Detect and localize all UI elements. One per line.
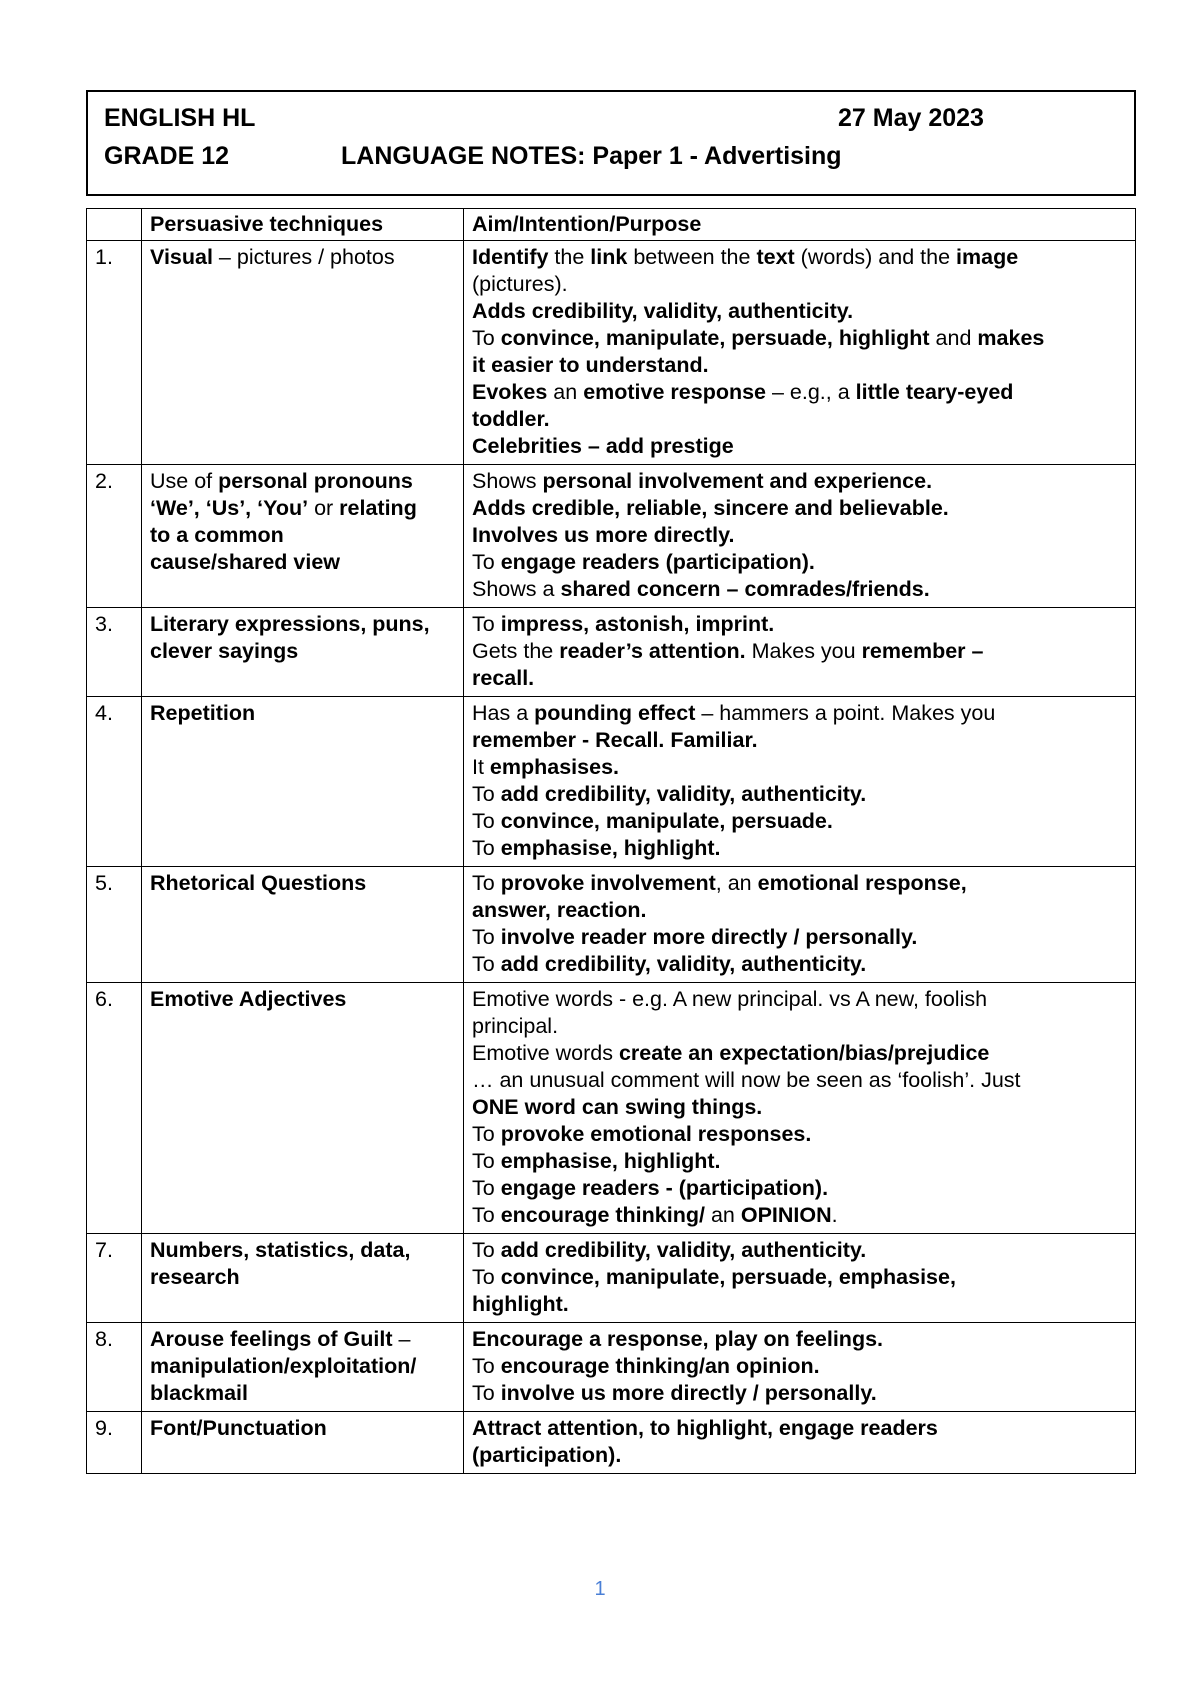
text: To: [472, 836, 501, 860]
aim-cell: [464, 608, 1136, 697]
document-title: LANGUAGE NOTES: Paper 1 - Advertising: [341, 142, 842, 170]
text: It: [472, 755, 490, 779]
bold-text: shared concern – comrades/friends.: [560, 577, 930, 601]
cell-line: [150, 611, 455, 638]
bold-text: involve reader more directly / personally.: [500, 925, 918, 949]
bold-text: add credibility, validity, authenticity.: [500, 952, 867, 976]
cell-line: [472, 781, 1127, 808]
aim-cell: [464, 983, 1136, 1234]
text: Makes you: [745, 639, 862, 663]
cell-line: [472, 244, 1127, 271]
bold-text: Numbers, statistics, data,: [150, 1238, 411, 1262]
cell-line: [472, 665, 1127, 692]
cell-line: [472, 271, 1127, 298]
bold-text: text: [756, 245, 795, 269]
bold-text: pounding effect: [534, 701, 696, 725]
bold-text: Attract attention, to highlight, engage readers: [472, 1416, 938, 1440]
cell-line: [150, 1415, 455, 1442]
text: To: [472, 1238, 501, 1262]
bold-text: provoke involvement: [500, 871, 716, 895]
table-row: [87, 1323, 1136, 1412]
aim-cell: [464, 465, 1136, 608]
cell-line: [472, 1237, 1127, 1264]
grade-label: GRADE 12: [104, 142, 230, 170]
row-number: 5.: [87, 867, 142, 983]
bold-text: it easier to understand.: [472, 353, 709, 377]
cell-line: [472, 1442, 1127, 1469]
text: and: [929, 326, 978, 350]
text: To: [472, 782, 501, 806]
text: To: [472, 1122, 501, 1146]
row-number: 6.: [87, 983, 142, 1234]
bold-text: remember - Recall. Familiar.: [472, 728, 758, 752]
bold-text: blackmail: [150, 1381, 248, 1405]
bold-text: encourage thinking/an opinion.: [500, 1354, 820, 1378]
bold-text: emotional response,: [757, 871, 967, 895]
bold-text: to a common: [150, 523, 284, 547]
bold-text: Visual: [150, 245, 213, 269]
cell-line: [472, 1148, 1127, 1175]
cell-line: [472, 468, 1127, 495]
cell-line: [472, 298, 1127, 325]
text: the: [548, 245, 591, 269]
cell-line: [472, 1202, 1127, 1229]
table-row: [87, 465, 1136, 608]
text: To: [472, 1265, 501, 1289]
bold-text: add credibility, validity, authenticity.: [500, 1238, 867, 1262]
table-header-row: [87, 209, 1136, 241]
bold-text: provoke emotional responses.: [500, 1122, 812, 1146]
header-technique: Persuasive techniques: [142, 209, 464, 241]
bold-text: Evokes: [472, 380, 548, 404]
text: To: [472, 1203, 501, 1227]
text: Use of: [150, 469, 219, 493]
text: To: [472, 1176, 501, 1200]
cell-line: [150, 700, 455, 727]
bold-text: recall.: [472, 666, 535, 690]
cell-line: [472, 986, 1127, 1013]
text: To: [472, 1149, 501, 1173]
bold-text: Celebrities – add prestige: [472, 434, 734, 458]
bold-text: emotive response: [583, 380, 767, 404]
text: – pictures / photos: [212, 245, 395, 269]
row-number: 2.: [87, 465, 142, 608]
aim-cell: [464, 1323, 1136, 1412]
bold-text: toddler.: [472, 407, 550, 431]
cell-line: [472, 1353, 1127, 1380]
cell-line: [472, 1175, 1127, 1202]
bold-text: engage readers (participation).: [500, 550, 815, 574]
bold-text: answer, reaction.: [472, 898, 647, 922]
row-number: 8.: [87, 1323, 142, 1412]
cell-line: [472, 808, 1127, 835]
text: Shows a: [472, 577, 561, 601]
bold-text: Arouse feelings of Guilt: [150, 1327, 393, 1351]
technique-cell: [142, 867, 464, 983]
cell-line: [472, 325, 1127, 352]
technique-cell: [142, 1412, 464, 1474]
cell-line: [472, 1326, 1127, 1353]
bold-text: ‘We’, ‘Us’, ‘You’: [150, 496, 309, 520]
text: – e.g., a: [766, 380, 856, 404]
cell-line: [472, 406, 1127, 433]
cell-line: [472, 433, 1127, 460]
bold-text: emphasise, highlight.: [500, 1149, 721, 1173]
bold-text: personal involvement and experience.: [542, 469, 933, 493]
bold-text: add credibility, validity, authenticity.: [500, 782, 867, 806]
cell-line: [472, 549, 1127, 576]
cell-line: [472, 1094, 1127, 1121]
bold-text: cause/shared view: [150, 550, 341, 574]
text: an: [704, 1203, 741, 1227]
bold-text: emphasises.: [489, 755, 619, 779]
cell-line: [472, 1067, 1127, 1094]
technique-cell: [142, 465, 464, 608]
bold-text: convince, manipulate, persuade.: [500, 809, 833, 833]
text: To: [472, 925, 501, 949]
technique-cell: [142, 241, 464, 465]
bold-text: convince, manipulate, persuade, emphasise,: [500, 1265, 956, 1289]
bold-text: image: [956, 245, 1019, 269]
cell-line: [472, 1380, 1127, 1407]
row-number: 7.: [87, 1234, 142, 1323]
technique-cell: [142, 983, 464, 1234]
row-number: 4.: [87, 697, 142, 867]
text: –: [392, 1327, 411, 1351]
cell-line: [472, 1040, 1127, 1067]
table-row: [87, 608, 1136, 697]
bold-text: OPINION: [740, 1203, 832, 1227]
text: To: [472, 809, 501, 833]
aim-cell: [464, 1412, 1136, 1474]
page-number: 1: [594, 1578, 606, 1600]
text: , an: [715, 871, 758, 895]
row-number: 3.: [87, 608, 142, 697]
table-row: [87, 1234, 1136, 1323]
cell-line: [472, 576, 1127, 603]
cell-line: [472, 352, 1127, 379]
cell-line: [472, 1291, 1127, 1318]
cell-line: [150, 244, 455, 271]
bold-text: Rhetorical Questions: [150, 871, 367, 895]
text: Emotive words: [472, 1041, 619, 1065]
bold-text: Identify: [472, 245, 549, 269]
text: between the: [627, 245, 757, 269]
text: Emotive words - e.g. A new principal. vs A new, foolish: [472, 987, 988, 1011]
date-label: 27 May 2023: [838, 104, 984, 132]
cell-line: [472, 924, 1127, 951]
bold-text: engage readers - (participation).: [500, 1176, 829, 1200]
text: .: [831, 1203, 838, 1227]
bold-text: personal pronouns: [218, 469, 413, 493]
bold-text: clever sayings: [150, 639, 299, 663]
aim-cell: [464, 867, 1136, 983]
cell-line: [472, 951, 1127, 978]
bold-text: Repetition: [150, 701, 256, 725]
bold-text: Emotive Adjectives: [150, 987, 347, 1011]
bold-text: manipulation/exploitation/: [150, 1354, 417, 1378]
text: principal.: [472, 1014, 559, 1038]
cell-line: [472, 522, 1127, 549]
bold-text: makes: [977, 326, 1045, 350]
cell-line: [150, 468, 455, 495]
cell-line: [472, 835, 1127, 862]
cell-line: [150, 1264, 455, 1291]
cell-line: [150, 522, 455, 549]
table-body: [87, 241, 1136, 1474]
technique-cell: [142, 608, 464, 697]
cell-line: [150, 638, 455, 665]
text: Has a: [472, 701, 535, 725]
cell-line: [472, 897, 1127, 924]
technique-cell: [142, 1234, 464, 1323]
cell-line: [472, 754, 1127, 781]
bold-text: link: [590, 245, 628, 269]
bold-text: encourage thinking/: [500, 1203, 705, 1227]
text: To: [472, 612, 501, 636]
text: an: [547, 380, 584, 404]
text: – hammers a point. Makes you: [695, 701, 996, 725]
subject-label: ENGLISH HL: [104, 104, 256, 132]
bold-text: convince, manipulate, persuade, highlight: [500, 326, 930, 350]
text: To: [472, 871, 501, 895]
table-row: [87, 241, 1136, 465]
text: Shows: [472, 469, 543, 493]
cell-line: [472, 638, 1127, 665]
text: or: [308, 496, 340, 520]
cell-line: [472, 870, 1127, 897]
table-row: [87, 867, 1136, 983]
document-header: [86, 90, 1136, 196]
bold-text: relating: [339, 496, 417, 520]
cell-line: [472, 495, 1127, 522]
cell-line: [150, 1237, 455, 1264]
bold-text: Font/Punctuation: [150, 1416, 327, 1440]
bold-text: reader’s attention.: [559, 639, 746, 663]
cell-line: [472, 1264, 1127, 1291]
cell-line: [472, 1415, 1127, 1442]
row-number: 1.: [87, 241, 142, 465]
cell-line: [150, 549, 455, 576]
text: To: [472, 326, 501, 350]
bold-text: research: [150, 1265, 240, 1289]
header-number: [87, 209, 142, 241]
table-row: [87, 983, 1136, 1234]
bold-text: remember –: [861, 639, 984, 663]
table-row: [87, 697, 1136, 867]
bold-text: highlight.: [472, 1292, 569, 1316]
aim-cell: [464, 241, 1136, 465]
bold-text: Adds credible, reliable, sincere and believable.: [472, 496, 949, 520]
persuasive-techniques-table: [86, 208, 1136, 1474]
cell-line: [150, 495, 455, 522]
text: To: [472, 1354, 501, 1378]
aim-cell: [464, 1234, 1136, 1323]
technique-cell: [142, 1323, 464, 1412]
cell-line: [472, 727, 1127, 754]
bold-text: Adds credibility, validity, authenticity.: [472, 299, 854, 323]
cell-line: [472, 700, 1127, 727]
cell-line: [472, 1121, 1127, 1148]
cell-line: [150, 1353, 455, 1380]
table-row: [87, 1412, 1136, 1474]
bold-text: (participation).: [472, 1443, 622, 1467]
text: To: [472, 1381, 501, 1405]
technique-cell: [142, 697, 464, 867]
bold-text: impress, astonish, imprint.: [500, 612, 775, 636]
cell-line: [150, 870, 455, 897]
text: To: [472, 952, 501, 976]
bold-text: little teary-eyed: [855, 380, 1014, 404]
header-aim: Aim/Intention/Purpose: [464, 209, 1136, 241]
text: To: [472, 550, 501, 574]
cell-line: [472, 1013, 1127, 1040]
text: (words) and the: [794, 245, 957, 269]
cell-line: [150, 986, 455, 1013]
bold-text: Involves us more directly.: [472, 523, 735, 547]
bold-text: emphasise, highlight.: [500, 836, 721, 860]
bold-text: involve us more directly / personally.: [500, 1381, 877, 1405]
bold-text: Encourage a response, play on feelings.: [472, 1327, 884, 1351]
row-number: 9.: [87, 1412, 142, 1474]
bold-text: ONE word can swing things.: [472, 1095, 763, 1119]
cell-line: [472, 379, 1127, 406]
cell-line: [150, 1380, 455, 1407]
aim-cell: [464, 697, 1136, 867]
text: … an unusual comment will now be seen as ‘foolish’. Just: [472, 1068, 1021, 1092]
bold-text: Literary expressions, puns,: [150, 612, 430, 636]
cell-line: [472, 611, 1127, 638]
text: Gets the: [472, 639, 560, 663]
bold-text: create an expectation/bias/prejudice: [618, 1041, 990, 1065]
text: (pictures).: [472, 272, 568, 296]
cell-line: [150, 1326, 455, 1353]
